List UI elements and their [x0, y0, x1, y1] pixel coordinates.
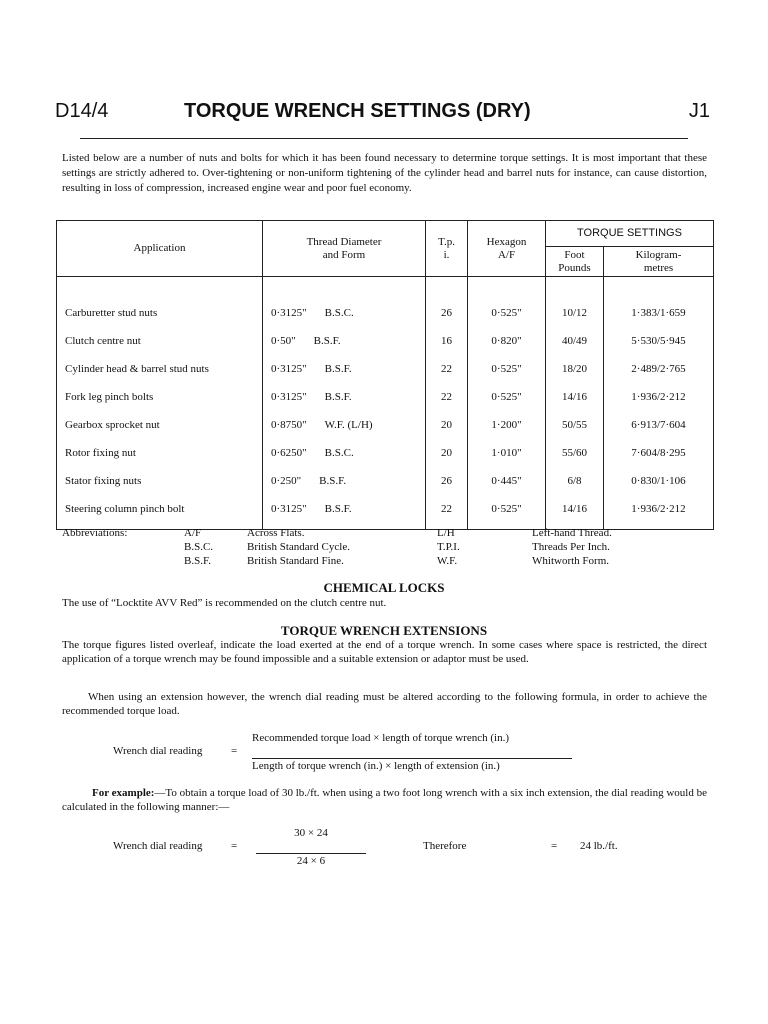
table-row	[57, 411, 714, 439]
thread-diameter: 0·3125"	[271, 391, 307, 403]
thread-form: B.S.C.	[324, 307, 354, 319]
cell-thread	[263, 327, 426, 355]
thread-diameter: 0·8750"	[271, 419, 307, 431]
abbreviation-meaning: Left-hand Thread.	[532, 527, 612, 539]
cell-foot-pounds: 40/49	[546, 327, 604, 355]
extensions-paragraph-2: When using an extension however, the wrench dial reading must be altered according to the following formula, in order to achieve the recommended torque load.	[62, 691, 707, 717]
example-paragraph	[62, 787, 707, 814]
formula-numerator: Recommended torque load × length of torque wrench (in.)	[252, 732, 509, 744]
cell-hexagon: 0·525"	[468, 355, 546, 383]
thread-form: W.F. (L/H)	[324, 419, 373, 431]
abbreviation-meaning: British Standard Fine.	[247, 555, 344, 567]
cell-hexagon: 0·445"	[468, 467, 546, 495]
cell-kilogram-metres: 2·489/2·765	[604, 355, 714, 383]
cell-hexagon: 0·525"	[468, 277, 546, 328]
example-text: —To obtain a torque load of 30 lb./ft. when using a two foot long wrench with a six inch extension, the dial reading would be calculated in the following manner:—	[62, 787, 707, 813]
col-header-thread: Thread Diameter and Form	[263, 221, 426, 277]
cell-kilogram-metres: 0·830/1·106	[604, 467, 714, 495]
formula-lhs: Wrench dial reading	[113, 745, 203, 757]
chemical-locks-text: The use of “Locktite AVV Red” is recommended on the clutch centre nut.	[62, 597, 387, 609]
cell-kilogram-metres: 1·936/2·212	[604, 383, 714, 411]
header-rule	[80, 138, 688, 139]
cell-application: Gearbox sprocket nut	[57, 411, 263, 439]
cell-tpi: 22	[426, 495, 468, 530]
cell-foot-pounds: 55/60	[546, 439, 604, 467]
col-header-hexagon: Hexagon A/F	[468, 221, 546, 277]
abbreviation-term: T.P.I.	[437, 541, 460, 553]
cell-thread	[263, 355, 426, 383]
torque-settings-table	[56, 220, 714, 530]
example-formula-lhs: Wrench dial reading	[113, 840, 203, 852]
extensions-heading: TORQUE WRENCH EXTENSIONS	[280, 623, 488, 638]
col-header-foot-pounds: Foot Pounds	[546, 247, 604, 277]
cell-tpi: 20	[426, 439, 468, 467]
extensions-paragraph-1: The torque figures listed overleaf, indicate the load exerted at the end of a torque wrench. In some cases where space is restricted, the direct application of a torque wrench may be found impossible and a suitable extension or adaptor must be used.	[62, 639, 707, 665]
cell-thread	[263, 439, 426, 467]
abbreviation-term: B.S.F.	[184, 555, 211, 567]
example-fraction-bar	[256, 853, 366, 854]
col-header-kilogram-metres: Kilogram- metres	[604, 247, 714, 277]
cell-hexagon: 0·525"	[468, 495, 546, 530]
thread-form: B.S.F.	[319, 475, 347, 487]
cell-tpi: 22	[426, 355, 468, 383]
thread-diameter: 0·3125"	[271, 307, 307, 319]
cell-tpi: 26	[426, 277, 468, 328]
thread-diameter: 0·50"	[271, 335, 296, 347]
cell-application: Fork leg pinch bolts	[57, 383, 263, 411]
example-equals-2: =	[551, 840, 558, 852]
thread-form: B.S.F.	[324, 363, 352, 375]
cell-kilogram-metres: 1·936/2·212	[604, 495, 714, 530]
example-formula-numerator: 30 × 24	[294, 827, 328, 839]
chemical-locks-heading: CHEMICAL LOCKS	[323, 580, 445, 595]
table-row	[57, 355, 714, 383]
thread-diameter: 0·6250"	[271, 447, 307, 459]
thread-form: B.S.F.	[313, 335, 341, 347]
cell-foot-pounds: 18/20	[546, 355, 604, 383]
cell-hexagon: 0·525"	[468, 383, 546, 411]
cell-thread	[263, 467, 426, 495]
example-label: For example:	[92, 787, 155, 799]
document-code: D14/4	[55, 100, 109, 122]
thread-form: B.S.F.	[324, 503, 352, 515]
cell-application: Clutch centre nut	[57, 327, 263, 355]
cell-hexagon: 1·200"	[468, 411, 546, 439]
thread-diameter: 0·3125"	[271, 363, 307, 375]
abbreviation-meaning: Whitworth Form.	[532, 555, 609, 567]
cell-application: Stator fixing nuts	[57, 467, 263, 495]
cell-kilogram-metres: 7·604/8·295	[604, 439, 714, 467]
abbreviation-term: W.F.	[437, 555, 458, 567]
thread-form: B.S.F.	[324, 391, 352, 403]
cell-kilogram-metres: 6·913/7·604	[604, 411, 714, 439]
cell-thread	[263, 383, 426, 411]
page-reference: J1	[688, 100, 710, 122]
formula-denominator: Length of torque wrench (in.) × length of extension (in.)	[252, 760, 500, 772]
cell-foot-pounds: 14/16	[546, 383, 604, 411]
cell-hexagon: 0·820"	[468, 327, 546, 355]
page-title: TORQUE WRENCH SETTINGS (DRY)	[184, 100, 531, 122]
abbreviation-term: A/F	[184, 527, 202, 539]
formula-fraction-bar	[252, 758, 572, 759]
table-row	[57, 277, 714, 328]
col-header-application: Application	[57, 221, 263, 277]
cell-foot-pounds: 50/55	[546, 411, 604, 439]
cell-thread	[263, 277, 426, 328]
abbreviation-meaning: Across Flats.	[247, 527, 305, 539]
table-row	[57, 327, 714, 355]
abbreviation-meaning: British Standard Cycle.	[247, 541, 350, 553]
thread-form: B.S.C.	[324, 447, 354, 459]
cell-foot-pounds: 10/12	[546, 277, 604, 328]
cell-foot-pounds: 6/8	[546, 467, 604, 495]
cell-application: Carburetter stud nuts	[57, 277, 263, 328]
example-formula-equals: =	[231, 840, 238, 852]
cell-thread	[263, 411, 426, 439]
cell-tpi: 20	[426, 411, 468, 439]
formula-equals: =	[231, 745, 238, 757]
cell-application: Cylinder head & barrel stud nuts	[57, 355, 263, 383]
thread-diameter: 0·3125"	[271, 503, 307, 515]
cell-tpi: 26	[426, 467, 468, 495]
example-formula-denominator: 24 × 6	[296, 855, 326, 867]
table-row	[57, 383, 714, 411]
abbreviation-term: B.S.C.	[184, 541, 214, 553]
table-row	[57, 495, 714, 530]
col-header-torque-settings: TORQUE SETTINGS	[546, 221, 714, 247]
cell-tpi: 16	[426, 327, 468, 355]
abbreviation-meaning: Threads Per Inch.	[532, 541, 610, 553]
cell-foot-pounds: 14/16	[546, 495, 604, 530]
table-row	[57, 439, 714, 467]
abbreviations-label: Abbreviations:	[62, 527, 128, 539]
cell-thread	[263, 495, 426, 530]
cell-hexagon: 1·010"	[468, 439, 546, 467]
cell-kilogram-metres: 5·530/5·945	[604, 327, 714, 355]
example-result: 24 lb./ft.	[580, 840, 618, 852]
col-header-tpi: T.p. i.	[426, 221, 468, 277]
cell-kilogram-metres: 1·383/1·659	[604, 277, 714, 328]
intro-paragraph: Listed below are a number of nuts and bolts for which it has been found necessary to determine torque settings. It is most important that these settings are strictly adhered to. Over-tightening or non-uniform tightening of the cylinder head and barrel nuts for instance, can cause distortion, resulting in loss of compression, increased engine wear and poor fuel economy.	[62, 152, 707, 194]
cell-tpi: 22	[426, 383, 468, 411]
example-therefore: Therefore	[423, 840, 467, 852]
cell-application: Steering column pinch bolt	[57, 495, 263, 530]
cell-application: Rotor fixing nut	[57, 439, 263, 467]
table-row	[57, 467, 714, 495]
abbreviation-term: L/H	[437, 527, 455, 539]
thread-diameter: 0·250"	[271, 475, 302, 487]
